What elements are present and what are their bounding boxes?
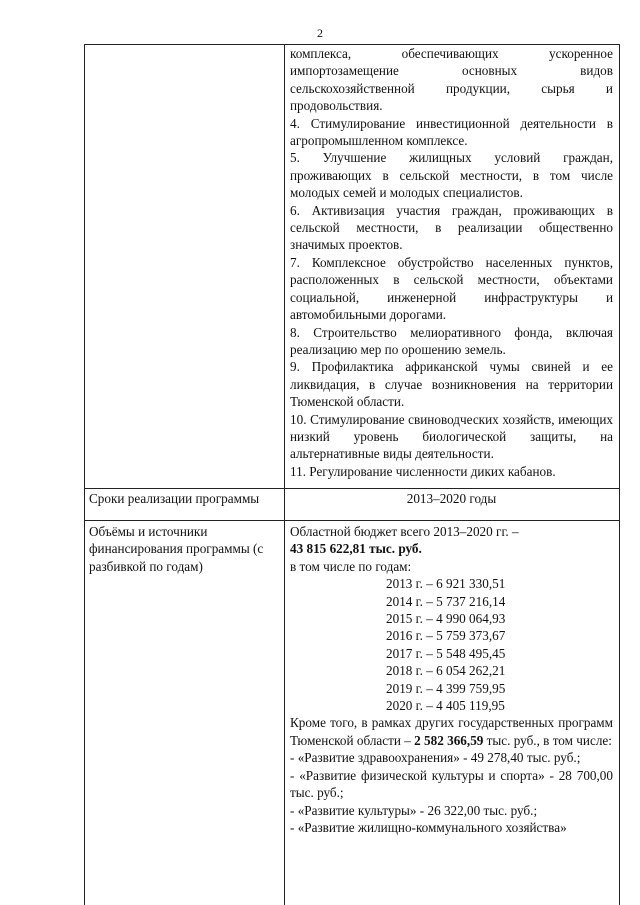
- goal-item: 9. Профилактика африканской чумы свиней и ее ликвидация, в случае возникновения на территории Тюменской области.: [290, 359, 613, 410]
- goal-item: 5. Улучшение жилищных условий граждан, проживающих в сельской местности, в том числе молодых семей и молодых специалистов.: [290, 150, 613, 201]
- table-row-divider: [84, 520, 620, 521]
- year-label: 2018 г.: [386, 663, 423, 679]
- other-programs-text: Кроме того, в рамках других государственных программ Тюменской области –: [290, 715, 613, 748]
- dash: –: [426, 663, 433, 679]
- year-amount: 4 399 759,95: [436, 680, 506, 696]
- terms-value: 2013–2020 годы: [406, 491, 497, 506]
- goal-item: 11. Регулирование численности диких кабанов.: [290, 463, 556, 479]
- year-amount-row: [290, 610, 613, 627]
- table-border-left: [84, 44, 85, 905]
- other-programs-total: 2 582 366,59: [414, 732, 484, 748]
- year-label: 2020 г.: [386, 698, 423, 714]
- year-amount-row: [290, 680, 613, 697]
- finance-by-years-intro: в том числе по годам:: [290, 558, 412, 574]
- dash: –: [426, 611, 433, 627]
- year-label: 2017 г.: [386, 645, 423, 661]
- finance-total: 43 815 622,81 тыс. руб.: [290, 541, 422, 557]
- year-amount: 5 759 373,67: [436, 628, 506, 644]
- goal-item: комплекса, обеспечивающих ускоренное импортозамещение основных видов сельскохозяйственной продукции, сырья и продовольствия.: [290, 46, 613, 114]
- goal-item: 6. Активизация участия граждан, проживающих в сельской местности, в реализации общественно значимых проектов.: [290, 202, 613, 253]
- program-item: - «Развитие здравоохранения» - 49 278,40 тыс. руб.;: [290, 750, 581, 766]
- program-item: - «Развитие жилищно-коммунального хозяйства»: [290, 819, 567, 835]
- table-column-divider: [284, 44, 285, 905]
- goal-item: 7. Комплексное обустройство населенных пунктов, расположенных в сельской местности, объектами социальной, инженерной инфраструктуры и автомобильными дорогами.: [290, 254, 613, 323]
- goal-item: 8. Строительство мелиоративного фонда, включая реализацию мер по орошению земель.: [290, 324, 613, 357]
- program-item: - «Развитие физической культуры и спорта» - 28 700,00 тыс. руб.;: [290, 767, 613, 801]
- dash: –: [426, 645, 433, 661]
- year-label: 2015 г.: [386, 611, 423, 627]
- year-amount-row: [290, 593, 613, 610]
- year-label: 2019 г.: [386, 680, 423, 696]
- other-programs-intro: [290, 714, 613, 749]
- year-amount-row: [290, 662, 613, 679]
- finance-details: [290, 523, 613, 836]
- dash: –: [426, 576, 433, 592]
- dash: –: [426, 593, 433, 609]
- year-amount: 6 921 330,51: [436, 576, 506, 592]
- year-amount-row: [290, 697, 613, 714]
- year-amount-row: [290, 645, 613, 662]
- year-amount-row: [290, 575, 613, 592]
- goal-item: 10. Стимулирование свиноводческих хозяйств, имеющих низкий уровень биологической защиты, на альтернативные виды деятельности.: [290, 411, 613, 462]
- year-amount: 5 737 216,14: [436, 593, 506, 609]
- terms-label: Сроки реализации программы: [89, 491, 260, 506]
- year-amount: 4 990 064,93: [436, 611, 506, 627]
- finance-label: Объёмы и источники финансирования программы (с разбивкой по годам): [89, 524, 264, 574]
- program-item: - «Развитие культуры» - 26 322,00 тыс. руб.;: [290, 802, 538, 818]
- table-border-right: [619, 44, 620, 905]
- year-amount-row: [290, 627, 613, 644]
- year-label: 2016 г.: [386, 628, 423, 644]
- goals-list: [290, 45, 613, 480]
- page-number: 2: [317, 26, 323, 40]
- year-amount: 4 405 119,95: [436, 698, 505, 714]
- other-programs-unit: тыс. руб., в том числе:: [486, 732, 612, 748]
- dash: –: [426, 698, 433, 714]
- year-amount: 6 054 262,21: [436, 663, 506, 679]
- year-label: 2013 г.: [386, 576, 423, 592]
- dash: –: [426, 628, 433, 644]
- goal-item: 4. Стимулирование инвестиционной деятельности в агропромышленном комплексе.: [290, 115, 613, 149]
- year-label: 2014 г.: [386, 593, 423, 609]
- year-amount: 5 548 495,45: [436, 645, 506, 661]
- table-row-divider: [84, 488, 620, 489]
- finance-intro: Областной бюджет всего 2013–2020 гг. –: [290, 524, 519, 539]
- dash: –: [426, 680, 433, 696]
- passport-table: [84, 44, 620, 905]
